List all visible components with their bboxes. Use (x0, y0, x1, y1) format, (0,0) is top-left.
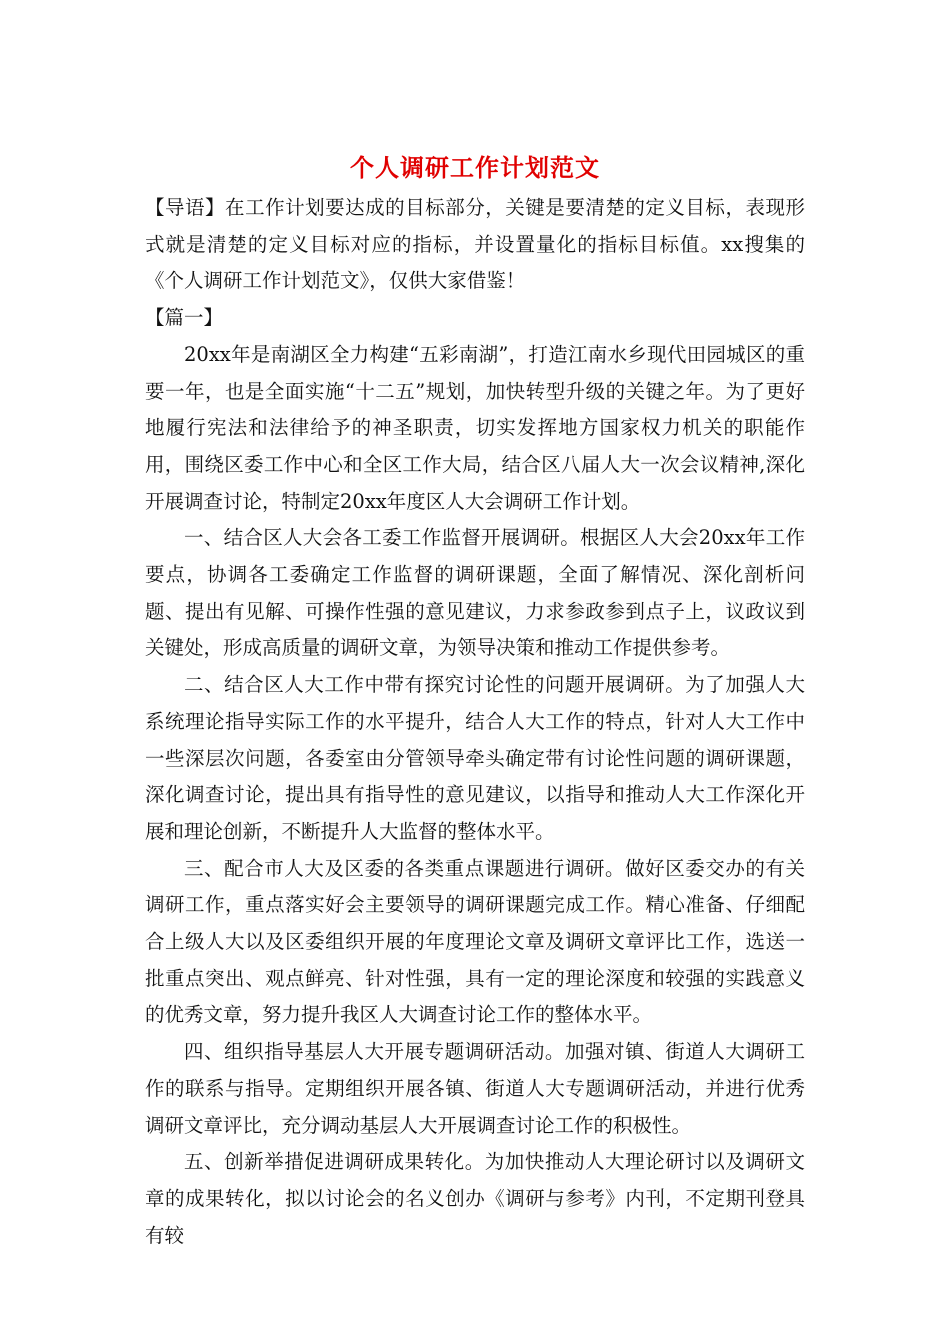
body-paragraph-3: 二、结合区人大工作中带有探究讨论性的问题开展调研。为了加强人大系统理论指导实际工作的水平提升，结合人大工作的特点，针对人大工作中一些深层次问题，各委室由分管领导牵头确定带有讨论性问题的调研课题，深化调查讨论，提出具有指导性的意见建议，以指导和推动人大工作深化开展和理论创新，不断提升人大监督的整体水平。 (145, 673, 805, 843)
body-paragraph-2: 一、结合区人大会各工委工作监督开展调研。根据区人大会20xx年工作要点，协调各工委确定工作监督的调研课题，全面了解情况、深化剖析问题、提出有见解、可操作性强的意见建议，力求参政参到点子上，议政议到关键处，形成高质量的调研文章，为领导决策和推动工作提供参考。 (145, 526, 805, 660)
body-paragraph-6: 五、创新举措促进调研成果转化。为加快推动人大理论研讨以及调研文章的成果转化，拟以讨论会的名义创办《调研与参考》内刊，不定期刊登具有较 (145, 1150, 805, 1247)
intro-paragraph: 【导语】在工作计划要达成的目标部分，关键是要清楚的定义目标，表现形式就是清楚的定义目标对应的指标，并设置量化的指标目标值。xx搜集的《个人调研工作计划范文》，仅供大家借鉴！ (145, 196, 805, 293)
section-label: 【篇一】 (145, 306, 224, 330)
body-paragraph-1: 20xx年是南湖区全力构建“五彩南湖”，打造江南水乡现代田园城区的重要一年，也是全面实施“十二五”规划，加快转型升级的关键之年。为了更好地履行宪法和法律给予的神圣职责，切实发挥地方国家权力机关的职能作用，围绕区委工作中心和全区工作大局，结合区八届人大一次会议精神,深化开展调查讨论，特制定20xx年度区人大会调研工作计划。 (145, 342, 805, 513)
body-paragraph-5: 四、组织指导基层人大开展专题调研活动。加强对镇、街道人大调研工作的联系与指导。定期组织开展各镇、街道人大专题调研活动，并进行优秀调研文章评比，充分调动基层人大开展调查讨论工作的积极性。 (145, 1040, 805, 1137)
body-paragraph-4: 三、配合市人大及区委的各类重点课题进行调研。做好区委交办的有关调研工作，重点落实好会主要领导的调研课题完成工作。精心准备、仔细配合上级人大以及区委组织开展的年度理论文章及调研文章评比工作，选送一批重点突出、观点鲜亮、针对性强，具有一定的理论深度和较强的实践意义的优秀文章，努力提升我区人大调查讨论工作的整体水平。 (145, 856, 805, 1027)
document-page (145, 150, 805, 1254)
document-title: 个人调研工作计划范文 (350, 153, 600, 182)
